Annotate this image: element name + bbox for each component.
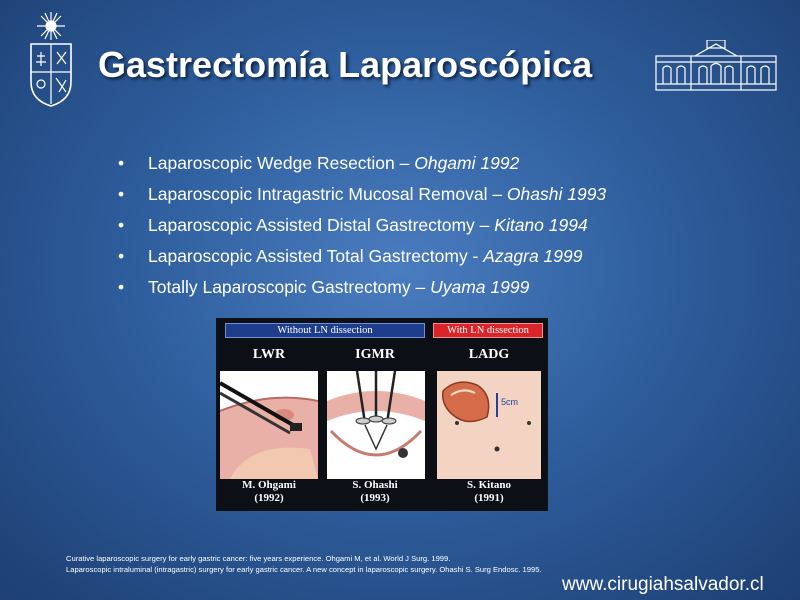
list-item bbox=[118, 184, 606, 215]
surgery-figure bbox=[216, 318, 548, 511]
building-icon bbox=[655, 40, 777, 92]
reference-line: Curative laparoscopic surgery for early gastric cancer: five years experience. Ohgami M, et al. World J Surg. 1999. bbox=[66, 554, 451, 563]
bullet-author: Ohgami 1992 bbox=[414, 153, 520, 173]
list-item bbox=[118, 246, 606, 277]
bullet-text: Laparoscopic Intragastric Mucosal Removal – bbox=[148, 184, 507, 204]
panel-abbr-igmr: IGMR bbox=[355, 347, 395, 362]
igmr-illustration bbox=[327, 371, 425, 479]
lwr-illustration bbox=[220, 371, 318, 479]
ladg-illustration bbox=[437, 371, 541, 479]
panel-abbr-ladg: LADG bbox=[468, 347, 510, 362]
bullet-text: Laparoscopic Assisted Total Gastrectomy - bbox=[148, 246, 484, 266]
slide-title: Gastrectomía Laparoscópica bbox=[98, 44, 593, 85]
header-with-ln: With LN dissection bbox=[433, 323, 543, 338]
bullet-author: Uyama 1999 bbox=[430, 277, 530, 297]
bullet-dot: • bbox=[118, 246, 125, 266]
bullet-author: Kitano 1994 bbox=[494, 215, 588, 235]
bullet-text: Laparoscopic Assisted Distal Gastrectomy – bbox=[148, 215, 495, 235]
bullet-author: Azagra 1999 bbox=[483, 246, 583, 266]
ladg-incision-label: 5cm bbox=[501, 397, 519, 407]
bullet-text: Totally Laparoscopic Gastrectomy – bbox=[148, 277, 431, 297]
website-url: www.cirugiahsalvador.cl bbox=[562, 574, 764, 595]
list-item bbox=[118, 153, 606, 184]
bullet-dot: • bbox=[118, 153, 125, 173]
university-crest-icon bbox=[26, 12, 76, 108]
references bbox=[66, 553, 542, 575]
bullet-list bbox=[118, 153, 606, 308]
reference-line: Laparoscopic intraluminal (intragastric) surgery for early gastric cancer. A new concept in laparoscopic surgery. Ohashi S. Surg Endosc. 1995. bbox=[66, 565, 542, 574]
bullet-author: Ohashi 1993 bbox=[506, 184, 607, 204]
bullet-dot: • bbox=[118, 215, 125, 235]
header-without-ln: Without LN dissection bbox=[225, 323, 425, 338]
bullet-dot: • bbox=[118, 184, 125, 204]
panel-author-kitano: S. Kitano (1991) bbox=[466, 479, 511, 504]
bullet-text: Laparoscopic Wedge Resection – bbox=[148, 153, 415, 173]
list-item bbox=[118, 277, 606, 308]
panel-author-ohashi: S. Ohashi (1993) bbox=[352, 479, 398, 504]
list-item bbox=[118, 215, 606, 246]
bullet-dot: • bbox=[118, 277, 125, 297]
panel-abbr-lwr: LWR bbox=[252, 347, 286, 362]
panel-author-ohgami: M. Ohgami (1992) bbox=[242, 479, 296, 504]
